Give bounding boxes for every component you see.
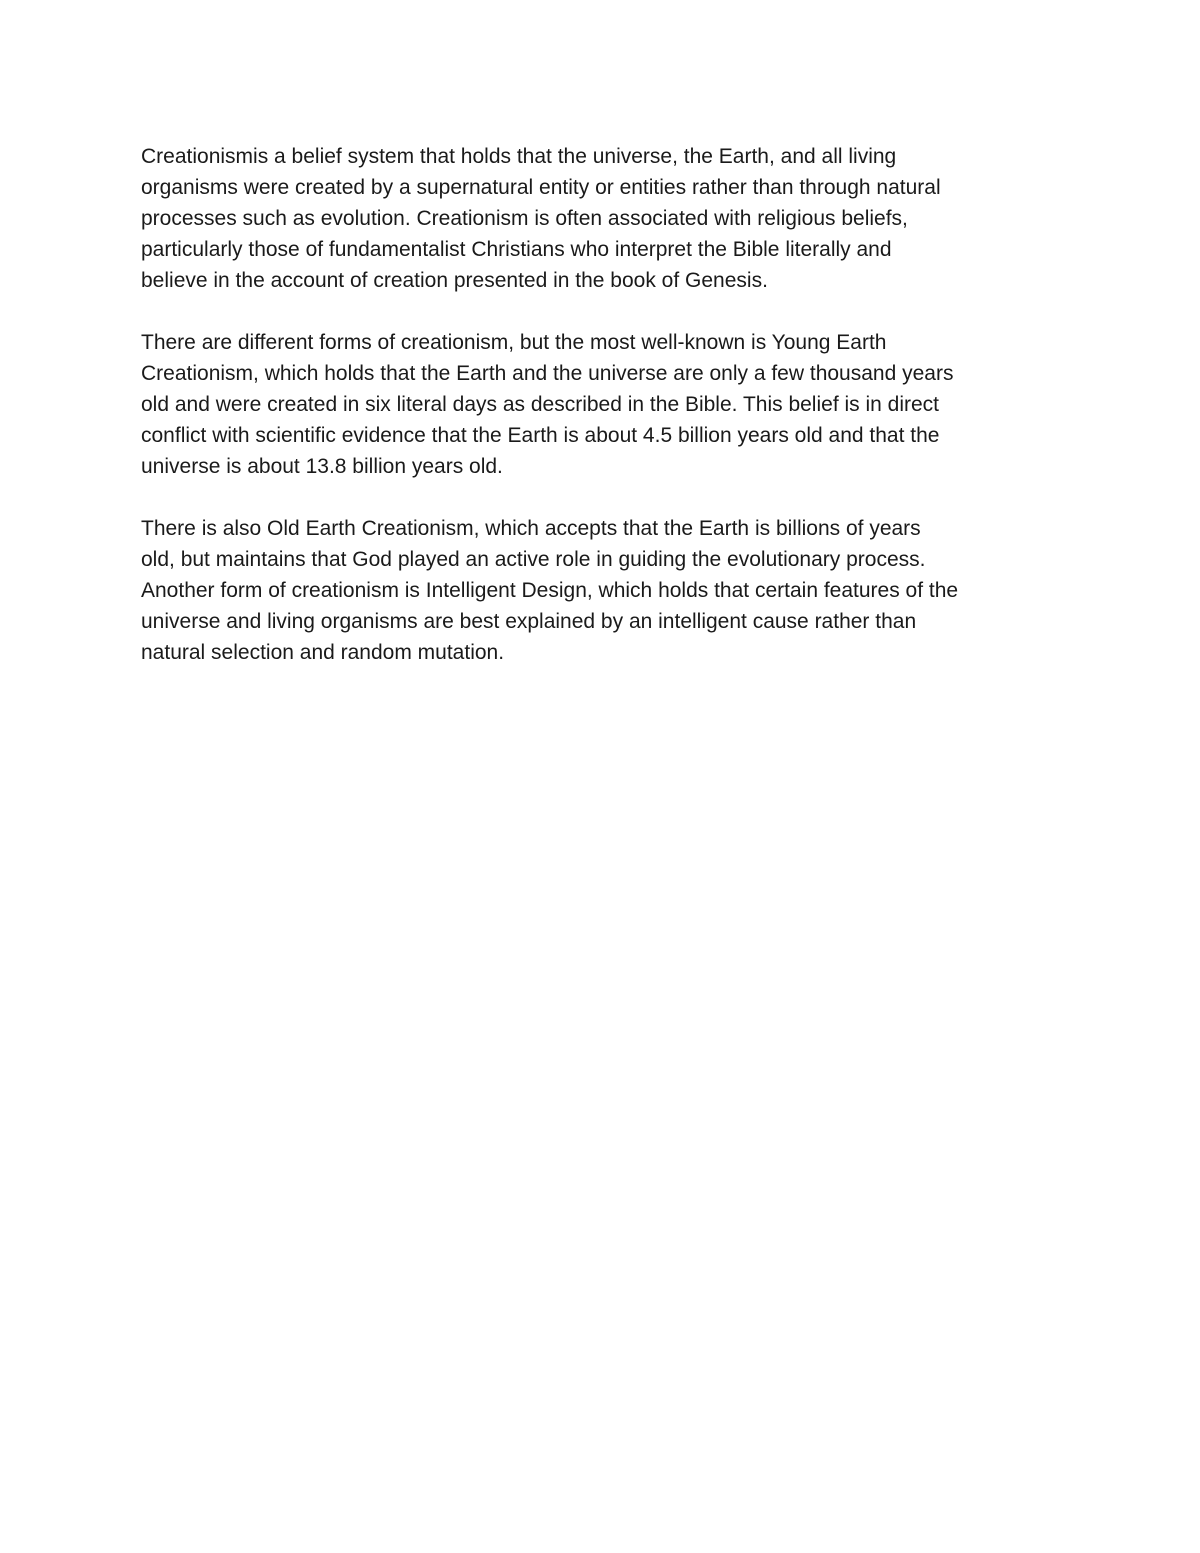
paragraph-line: natural selection and random mutation. [141,641,505,664]
paragraph-line: There is also Old Earth Creationism, which accepts that the Earth is billions of years [141,517,921,540]
paragraph-line: old, but maintains that God played an active role in guiding the evolutionary process. [141,548,926,571]
paragraph-line: Creationismis a belief system that holds that the universe, the Earth, and all living [141,145,897,168]
paragraph-line: conflict with scientific evidence that the Earth is about 4.5 billion years old and that the [141,424,940,447]
paragraph-line: Another form of creationism is Intelligent Design, which holds that certain features of the [141,579,959,602]
paragraph-3 [141,513,1081,668]
paragraph-line: organisms were created by a supernatural entity or entities rather than through natural [141,176,941,199]
paragraph-line: universe and living organisms are best explained by an intelligent cause rather than [141,610,917,633]
paragraph-1 [141,141,1081,296]
paragraph-line: processes such as evolution. Creationism is often associated with religious beliefs, [141,207,908,230]
paragraph-line: Creationism, which holds that the Earth and the universe are only a few thousand years [141,362,954,385]
paragraph-line: particularly those of fundamentalist Christians who interpret the Bible literally and [141,238,892,261]
document-body [141,141,1081,699]
paragraph-line: believe in the account of creation presented in the book of Genesis. [141,269,768,292]
paragraph-line: universe is about 13.8 billion years old. [141,455,503,478]
paragraph-2 [141,327,1081,482]
paragraph-line: old and were created in six literal days as described in the Bible. This belief is in direct [141,393,940,416]
paragraph-line: There are different forms of creationism, but the most well-known is Young Earth [141,331,887,354]
